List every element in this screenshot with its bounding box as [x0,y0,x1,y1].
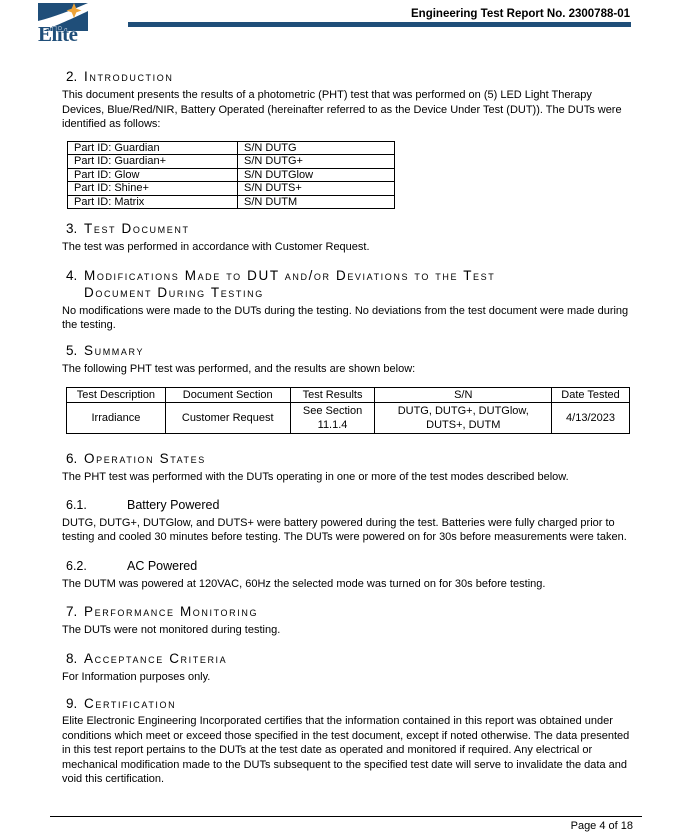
section-number: 7. [66,604,78,619]
document-body [62,68,630,787]
section-title: Acceptance Criteria [84,650,228,666]
table-row [68,168,395,182]
table-header-row [67,388,630,403]
section-number: 8. [66,650,78,666]
header-rule [128,22,631,27]
page-header [0,0,692,62]
serial-cell: S/N DUTM [238,195,395,209]
section-title: Summary [84,342,145,358]
part-id-cell: Part ID: Matrix [68,195,238,209]
subsection-number: 6.1. [66,497,87,512]
section-title: Test Document [84,221,190,236]
modifications-paragraph: No modifications were made to the DUTs during the testing. No deviations from the test document were made during the testing. [62,304,629,331]
section-title: Certification [84,696,177,711]
performance-monitoring-paragraph: The DUTs were not monitored during testing. [62,624,281,636]
section-number: 5. [66,342,78,358]
table-row [68,141,395,155]
summary-results-table [66,387,630,434]
table-row [67,403,630,434]
part-id-cell: Part ID: Guardian [68,141,238,155]
table-row [68,182,395,196]
subsection-title: Battery Powered [127,497,220,512]
column-header: Test Description [67,388,166,403]
serial-cell: S/N DUTS+ [238,182,395,196]
column-header: Test Results [290,388,375,403]
subsection-title: AC Powered [127,558,198,573]
document-section-cell: Customer Request [165,403,290,434]
section-number: 2. [66,69,78,84]
section-heading-test-document [62,220,630,237]
footer-rule [50,816,642,817]
test-description-cell: Irradiance [67,403,166,434]
table-row [68,155,395,169]
section-heading-certification [62,695,630,712]
page-number: Page 4 of 18 [570,820,633,832]
acceptance-criteria-paragraph: For Information purposes only. [62,670,211,683]
dut-identification-table [67,141,395,210]
serial-cell: S/N DUTG+ [238,155,395,169]
section-title: Performance Monitoring [84,604,259,619]
section-heading-operation-states [62,450,630,467]
logo-wordmark: Elite [38,22,78,44]
operation-states-paragraph: The PHT test was performed with the DUTs operating in one or more of the test modes described below. [62,471,569,483]
serial-cell: S/N DUTG [238,141,395,155]
section-number: 3. [66,221,78,236]
section-heading-performance-monitoring [62,603,630,620]
test-document-paragraph: The test was performed in accordance with Customer Request. [62,241,370,253]
part-id-cell: Part ID: Shine+ [68,182,238,196]
serial-cell: S/N DUTGlow [238,168,395,182]
section-number: 4. [66,267,78,283]
section-heading-modifications [62,267,630,301]
elite-logo [37,2,89,44]
section-title: Modifications Made to DUT and/or Deviations to the Test Document During Testing [84,267,496,300]
section-number: 9. [66,696,78,711]
section-heading-summary [62,342,630,359]
subsection-heading-ac-powered [62,559,630,574]
sn-cell: DUTG, DUTG+, DUTGlow, DUTS+, DUTM [375,403,552,434]
column-header: Date Tested [552,388,630,403]
subsection-heading-battery-powered [62,498,630,513]
certification-paragraph: Elite Electronic Engineering Incorporated certifies that the information contained in this report was obtained under conditions which meet or exceed those specified in the test document, except if noted otherwise. The data presented in this test report pertains to the DUTs at the test date as operated and monitored if required. Any electrical or mechanical modification made to the DUTs subsequent to the specified test date will serve to invalidate the data and void this certification. [62,715,630,785]
section-title: Operation States [84,451,206,466]
part-id-cell: Part ID: Glow [68,168,238,182]
ac-powered-paragraph: The DUTM was powered at 120VAC, 60Hz the selected mode was turned on for 30s before testing. [62,577,546,590]
subsection-number: 6.2. [66,558,87,573]
report-title: Engineering Test Report No. 2300788-01 [411,8,630,20]
part-id-cell: Part ID: Guardian+ [68,155,238,169]
table-row [68,195,395,209]
section-heading-acceptance-criteria [62,650,630,667]
battery-powered-paragraph: DUTG, DUTG+, DUTGlow, and DUTS+ were battery powered during the test. Batteries were fully charged prior to testing and cooled 30 minutes before testing. The DUTs were powered on for 30s before measurements were taken. [62,516,627,543]
section-number: 6. [66,451,78,466]
section-heading-introduction [62,68,630,85]
column-header: S/N [375,388,552,403]
test-results-cell: See Section 11.1.4 [290,403,375,434]
column-header: Document Section [165,388,290,403]
summary-paragraph: The following PHT test was performed, and the results are shown below: [62,362,416,375]
date-tested-cell: 4/13/2023 [552,403,630,434]
introduction-paragraph: This document presents the results of a photometric (PHT) test that was performed on (5) LED Light Therapy Devices, Blue/Red/NIR, Battery Operated (hereinafter referred to as the Device Under Test (DUT)). The DUTs were identified as follows: [62,89,622,130]
section-title: Introduction [84,69,174,84]
